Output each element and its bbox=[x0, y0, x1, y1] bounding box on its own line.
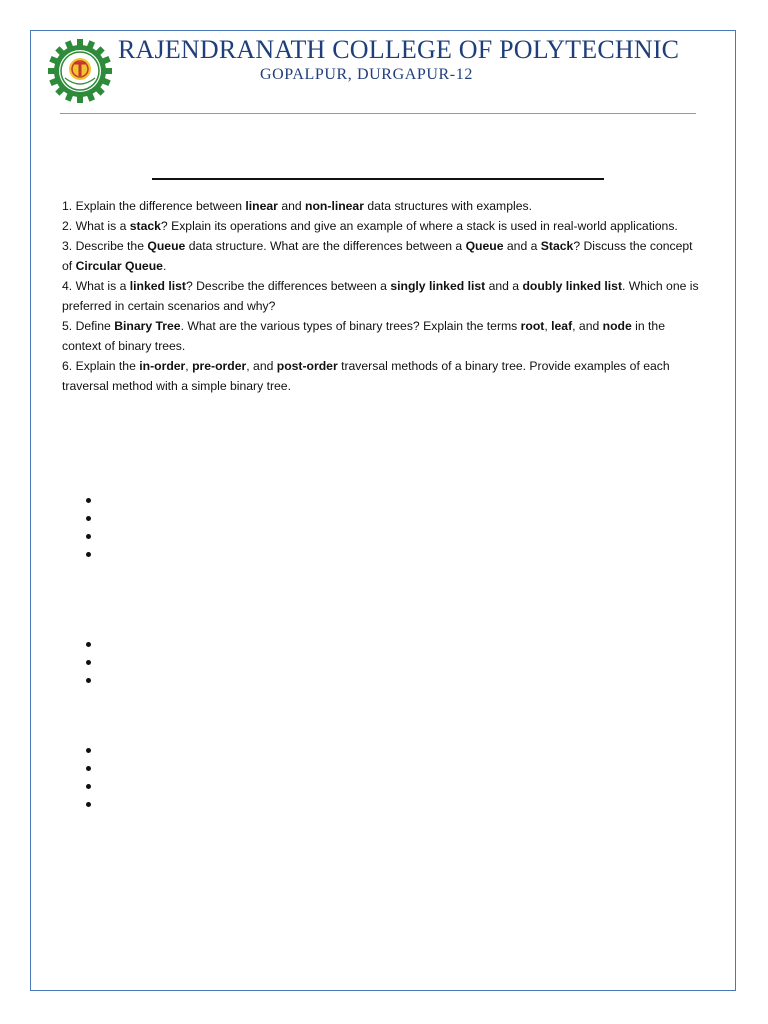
question-keyword: pre-order bbox=[192, 359, 247, 373]
question-text: ? Discuss the concept of bbox=[62, 239, 693, 273]
question-number: 5. bbox=[62, 319, 76, 333]
question-text: . bbox=[162, 259, 167, 273]
question-text: What is a bbox=[75, 219, 130, 233]
question-keyword: Binary Tree bbox=[114, 319, 181, 333]
question-item bbox=[62, 276, 702, 316]
question-list bbox=[62, 196, 702, 396]
question-text: . Which one is preferred in certain scenarios and why? bbox=[62, 279, 699, 313]
question-item bbox=[62, 196, 702, 216]
question-text: and a bbox=[485, 279, 523, 293]
question-text: and a bbox=[503, 239, 541, 253]
college-gear-emblem-icon bbox=[47, 38, 113, 104]
question-text: , bbox=[185, 359, 193, 373]
question-text: , bbox=[544, 319, 552, 333]
question-keyword: leaf bbox=[551, 319, 573, 333]
question-item bbox=[62, 216, 702, 236]
question-item bbox=[62, 316, 702, 356]
question-keyword: Stack bbox=[540, 239, 574, 253]
question-text: Define bbox=[75, 319, 115, 333]
question-text: data structures with examples. bbox=[363, 199, 532, 213]
question-text: . What are the various types of binary trees? Explain the terms bbox=[180, 319, 521, 333]
question-number: 3. bbox=[62, 239, 76, 253]
question-number: 4. bbox=[62, 279, 76, 293]
question-keyword: linked list bbox=[129, 279, 186, 293]
question-item bbox=[62, 356, 702, 396]
question-keyword: node bbox=[602, 319, 632, 333]
title-underline bbox=[152, 178, 604, 180]
college-name: RAJENDRANATH COLLEGE OF POLYTECHNIC bbox=[118, 35, 680, 64]
question-text: ? Explain its operations and give an example of where a stack is used in real-world applications. bbox=[160, 219, 678, 233]
question-keyword: singly linked list bbox=[390, 279, 486, 293]
question-text: , and bbox=[572, 319, 603, 333]
question-keyword: root bbox=[520, 319, 545, 333]
question-text: , and bbox=[246, 359, 277, 373]
question-keyword: linear bbox=[245, 199, 278, 213]
question-keyword: Circular Queue bbox=[75, 259, 163, 273]
question-keyword: post-order bbox=[276, 359, 338, 373]
question-text: Explain the bbox=[75, 359, 140, 373]
question-number: 1. bbox=[62, 199, 76, 213]
question-text: ? Describe the differences between a bbox=[185, 279, 391, 293]
question-text: Explain the difference between bbox=[75, 199, 246, 213]
question-keyword: stack bbox=[129, 219, 161, 233]
question-text: in the context of binary trees. bbox=[62, 319, 665, 353]
question-keyword: doubly linked list bbox=[522, 279, 623, 293]
question-text: Describe the bbox=[75, 239, 148, 253]
question-item bbox=[62, 236, 702, 276]
question-text: data structure. What are the differences between a bbox=[185, 239, 466, 253]
question-number: 2. bbox=[62, 219, 76, 233]
page-border bbox=[30, 30, 736, 991]
question-text: What is a bbox=[75, 279, 130, 293]
question-text: traversal methods of a binary tree. Provide examples of each traversal method with a simple binary tree. bbox=[62, 359, 670, 393]
question-text: and bbox=[277, 199, 306, 213]
question-keyword: Queue bbox=[465, 239, 504, 253]
question-number: 6. bbox=[62, 359, 76, 373]
question-keyword: Queue bbox=[147, 239, 186, 253]
header-divider bbox=[60, 113, 696, 114]
question-keyword: non-linear bbox=[305, 199, 364, 213]
college-address: GOPALPUR, DURGAPUR-12 bbox=[260, 66, 473, 83]
question-keyword: in-order bbox=[139, 359, 186, 373]
